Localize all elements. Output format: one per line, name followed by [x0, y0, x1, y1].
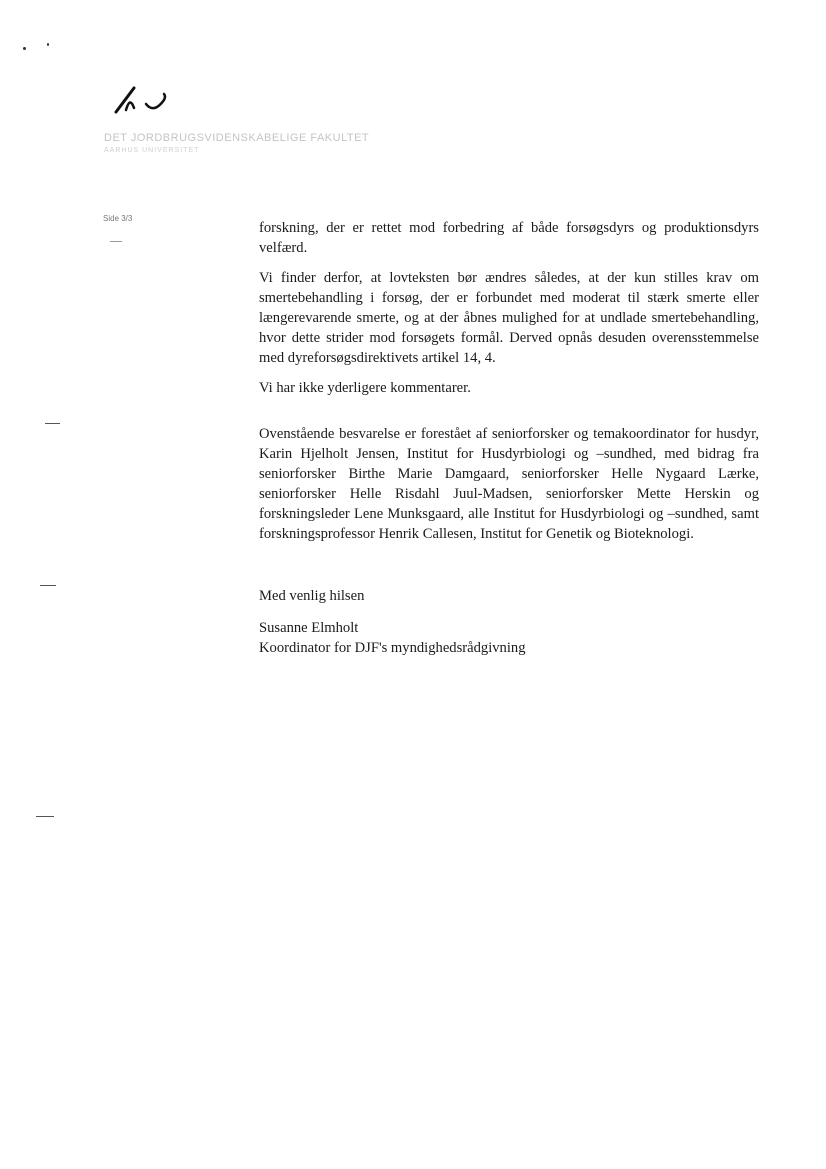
margin-rule — [40, 585, 56, 586]
margin-rule — [45, 423, 60, 424]
organization-logo-icon — [108, 82, 178, 122]
margin-rule — [110, 241, 122, 242]
body-paragraph: forskning, der er rettet mod forbedring af både forsøgsdyrs og produktionsdyrs velfærd. — [259, 220, 759, 256]
body-paragraph: Vi finder derfor, at lovteksten bør ændres således, at der kun stilles krav om smertebehandling i forsøg, der er forbundet med moderat til stærk smerte eller længerevarende smerte, og at der åbnes mulighed for at undlade smertebehandling, hvor dette strider mod forsøgets formål. Derved opnås desuden overensstemmelse med dyreforsøgsdirektivets artikel 14, 4. — [259, 270, 759, 366]
body-paragraph: Vi har ikke yderligere kommentarer. — [259, 380, 471, 396]
page-number: Side 3/3 — [103, 214, 133, 223]
letterhead-organization: DET JORDBRUGSVIDENSKABELIGE FAKULTET — [104, 132, 370, 144]
margin-rule — [36, 816, 54, 817]
letterhead-subline: AARHUS UNIVERSITET — [104, 147, 200, 154]
body-paragraph: Ovenstående besvarelse er forestået af seniorforsker og temakoordinator for husdyr, Karin Hjelholt Jensen, Institut for Husdyrbiologi og –sundhed, med bidrag fra seniorforsker Birthe Marie Damgaard, seniorforsker Helle Nygaard Lærke, seniorforsker Helle Risdahl Juul-Madsen, seniorforsker Mette Herskin og forskningsleder Lene Munksgaard, alle Institut for Husdyrbiologi og –sundhed, samt forskningsprofessor Henrik Callesen, Institut for Genetik og Bioteknologi. — [259, 426, 759, 542]
scan-speck — [47, 43, 49, 46]
signer-title: Koordinator for DJF's myndighedsrådgivning — [259, 640, 526, 656]
closing-salutation: Med venlig hilsen — [259, 588, 365, 604]
scan-speck — [23, 47, 26, 50]
signer-name: Susanne Elmholt — [259, 620, 359, 636]
letter-body — [259, 218, 759, 658]
